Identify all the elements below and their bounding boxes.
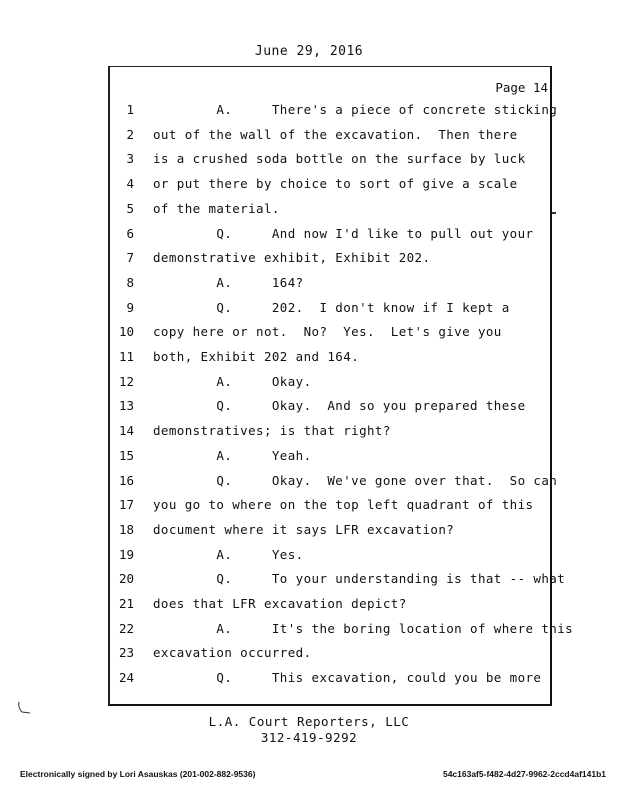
transcript-line-text: A. 164?: [153, 275, 304, 290]
line-number: 5: [126, 201, 134, 216]
court-reporter-name: L.A. Court Reporters, LLC: [208, 714, 410, 729]
transcript-line-text: is a crushed soda bottle on the surface by luck: [153, 151, 526, 166]
transcript-line-text: out of the wall of the excavation. Then there: [153, 127, 518, 142]
scan-mark-icon: [16, 700, 32, 716]
line-number: 17: [118, 497, 134, 512]
line-number: 21: [118, 596, 134, 611]
line-number: 15: [118, 448, 134, 463]
transcript-line-text: A. Okay.: [153, 374, 312, 389]
transcript-line-text: demonstratives; is that right?: [153, 423, 391, 438]
margin-tick: [552, 212, 556, 214]
transcript-line-text: or put there by choice to sort of give a scale: [153, 176, 518, 191]
line-number: 14: [118, 423, 134, 438]
transcript-line-text: Q. This excavation, could you be more: [153, 670, 542, 685]
transcript-line-text: copy here or not. No? Yes. Let's give you: [153, 324, 502, 339]
line-number: 4: [126, 176, 134, 191]
transcript-line-text: A. Yeah.: [153, 448, 312, 463]
transcript-line-text: Q. Okay. And so you prepared these: [153, 398, 526, 413]
transcript-line-text: A. It's the boring location of where this: [153, 621, 574, 636]
line-number: 19: [118, 547, 134, 562]
court-reporter-phone: 312-419-9292: [260, 730, 358, 745]
transcript-line-text: excavation occurred.: [153, 645, 312, 660]
transcript-line-text: Q. To your understanding is that -- what: [153, 571, 566, 586]
line-number: 7: [126, 250, 134, 265]
line-number: 3: [126, 151, 134, 166]
line-number: 9: [126, 300, 134, 315]
line-number: 6: [126, 226, 134, 241]
line-number: 24: [118, 670, 134, 685]
line-number: 2: [126, 127, 134, 142]
transcript-line-text: demonstrative exhibit, Exhibit 202.: [153, 250, 431, 265]
transcript-line-text: Q. And now I'd like to pull out your: [153, 226, 534, 241]
line-number: 23: [118, 645, 134, 660]
transcript-line-text: Q. Okay. We've gone over that. So can: [153, 473, 558, 488]
line-number: 12: [118, 374, 134, 389]
transcript-line-text: A. There's a piece of concrete sticking: [153, 102, 558, 117]
line-number: 13: [118, 398, 134, 413]
transcript-date: June 29, 2016: [254, 44, 364, 59]
transcript-line-text: you go to where on the top left quadrant of this: [153, 497, 534, 512]
line-number: 16: [118, 473, 134, 488]
page-number: Page 14: [495, 80, 548, 95]
electronic-signature-note: Electronically signed by Lori Asauskas (201-002-882-9536): [20, 769, 256, 779]
transcript-line-text: Q. 202. I don't know if I kept a: [153, 300, 510, 315]
line-number: 20: [118, 571, 134, 586]
transcript-line-text: does that LFR excavation depict?: [153, 596, 407, 611]
transcript-line-text: A. Yes.: [153, 547, 304, 562]
line-number: 10: [118, 324, 134, 339]
transcript-line-text: both, Exhibit 202 and 164.: [153, 349, 360, 364]
line-number: 8: [126, 275, 134, 290]
line-number: 11: [118, 349, 134, 364]
transcript-line-text: document where it says LFR excavation?: [153, 522, 455, 537]
line-number: 1: [126, 102, 134, 117]
line-number: 22: [118, 621, 134, 636]
line-number: 18: [118, 522, 134, 537]
document-id: 54c163af5-f482-4d27-9962-2ccd4af141b1: [442, 769, 606, 779]
transcript-line-text: of the material.: [153, 201, 280, 216]
